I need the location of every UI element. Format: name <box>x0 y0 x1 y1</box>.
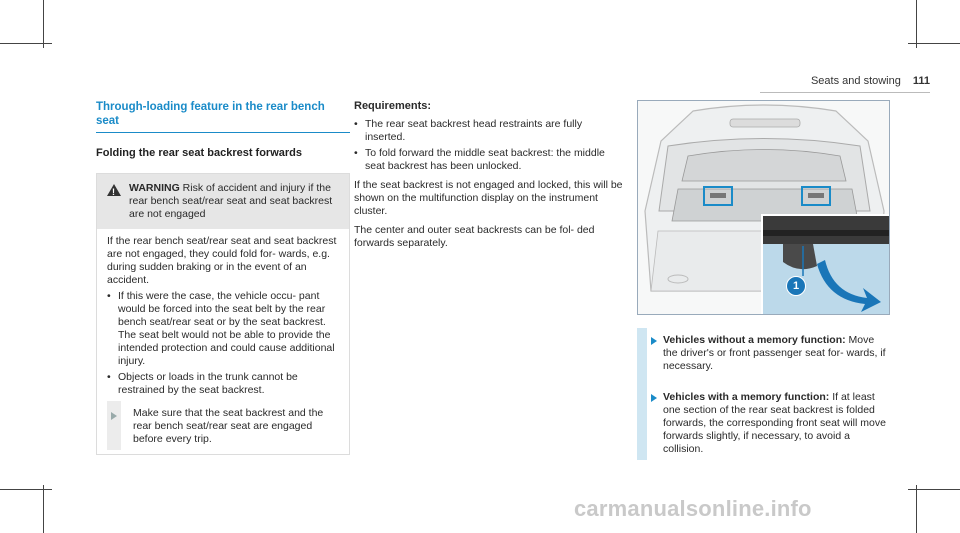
crop-mark <box>0 489 52 490</box>
list-item: • Objects or loads in the trunk cannot be restrained by the seat backrest. <box>107 371 339 397</box>
step-arrow-icon <box>111 412 117 420</box>
trunk-illustration <box>637 100 890 315</box>
callout-marker: 1 <box>786 276 806 296</box>
instruction-text: Make sure that the seat backrest and the rear bench seat/rear seat are engaged before every trip. <box>133 407 324 445</box>
list-item: • The rear seat backrest head restraints are fully inserted. <box>354 118 624 144</box>
page-number: 111 <box>912 75 930 87</box>
running-header <box>760 75 930 87</box>
requirements-label: Requirements: <box>354 100 432 112</box>
warning-bullets <box>107 290 339 397</box>
header-rule <box>760 92 930 93</box>
requirements-list <box>354 118 624 173</box>
step-arrow-icon <box>651 394 657 402</box>
paragraph: The center and outer seat backrests can be fol- ded forwards separately. <box>354 224 595 249</box>
step-title: Vehicles without a memory function: <box>663 334 846 346</box>
crop-mark <box>0 43 52 44</box>
crop-mark <box>43 0 44 48</box>
warning-box <box>96 173 350 455</box>
section-name: Seats and stowing <box>810 75 901 87</box>
watermark: carmanualsonline.info <box>574 496 812 521</box>
warning-icon: ! <box>107 184 121 196</box>
detail-inset <box>761 214 890 315</box>
crop-mark <box>908 489 960 490</box>
crop-mark <box>916 485 917 533</box>
step-text: Move the driver's or front passenger seat for- wards, if necessary. <box>663 334 886 372</box>
warning-body <box>97 229 349 454</box>
crop-mark <box>43 485 44 533</box>
middle-column <box>354 100 624 250</box>
warning-label: WARNING <box>129 182 180 194</box>
warning-text: Risk of accident and injury if the rear bench seat/rear seat and seat backrest are not engaged <box>129 182 333 220</box>
crop-mark <box>908 43 960 44</box>
step-arrow-icon <box>651 337 657 345</box>
right-column <box>637 328 890 460</box>
warning-paragraph: If the rear bench seat/rear seat and seat backrest are not engaged, they could fold for- wards, e.g. during sudden braking or in the event of an accident. <box>107 235 337 286</box>
release-handle-detail <box>763 216 890 315</box>
paragraph: If the seat backrest is not engaged and locked, this will be shown on the multifunction display on the instrument cluster. <box>354 179 623 217</box>
instruction-step <box>637 328 890 377</box>
left-column <box>96 100 350 455</box>
instruction-step <box>637 385 890 460</box>
list-item: • To fold forward the middle seat backrest: the middle seat backrest has been unlocked. <box>354 147 624 173</box>
warning-header <box>97 174 349 229</box>
instruction-step <box>107 407 339 446</box>
subsection-title: Folding the rear seat backrest forwards <box>96 147 303 159</box>
step-title: Vehicles with a memory function: <box>663 391 830 403</box>
step-text: If at least one section of the rear seat backrest is folded forwards, the corresponding front seat will move forwards slightly, if necessary, to avoid a collision. <box>663 391 886 455</box>
section-title: Through-loading feature in the rear bench seat <box>96 101 325 127</box>
crop-mark <box>916 0 917 48</box>
section-rule <box>96 132 350 133</box>
list-item: • If this were the case, the vehicle occu- pant would be forced into the seat belt by the rear bench seat/rear seat or by the seat backrest. The seat belt would not be able to provide the intended protection and could cause additional injury. <box>107 290 339 368</box>
